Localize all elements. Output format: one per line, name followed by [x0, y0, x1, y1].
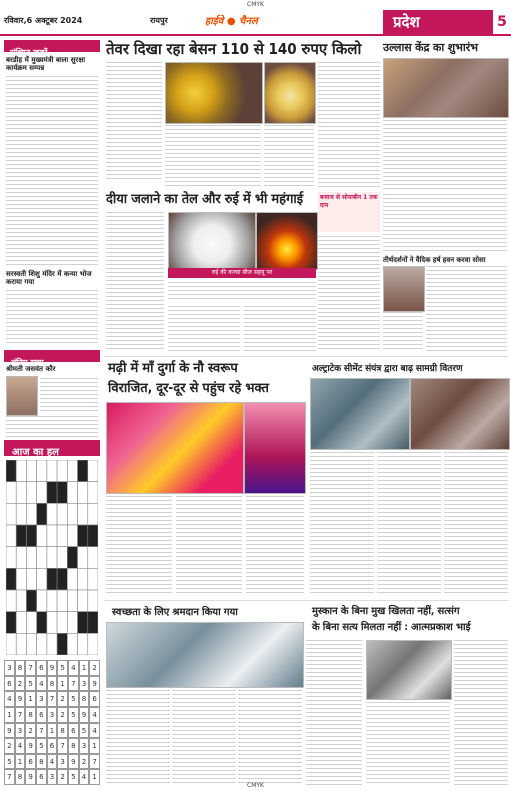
crossword-cell	[6, 568, 16, 590]
crossword-cell	[67, 568, 77, 590]
crossword-cell	[16, 525, 26, 547]
sudoku-cell: 3	[79, 738, 90, 754]
headline-cleanliness: स्वच्छता के लिए श्रमदान किया गया	[112, 607, 238, 618]
sudoku-cell: 1	[4, 707, 15, 723]
crossword-cell	[6, 612, 16, 634]
headline-ullas-kendra: उल्लास केंद्र का शुभारंभ	[383, 41, 478, 54]
crossword-cell	[16, 590, 26, 612]
right-story-text-1	[383, 194, 507, 254]
crossword-cell	[78, 460, 88, 482]
crossword-cell	[26, 525, 36, 547]
crossword-cell	[88, 503, 98, 525]
diya-story-col2	[168, 306, 240, 352]
crossword-cell	[67, 503, 77, 525]
obituary-text	[40, 378, 98, 414]
crossword-cell	[6, 547, 16, 569]
cmyk-marker-bottom: CMYK	[247, 782, 264, 789]
sudoku-cell: 8	[79, 691, 90, 707]
tab-short-news-label: संक्षिप्त खबरें	[10, 48, 48, 57]
crossword-cell	[88, 590, 98, 612]
clean-story-col1	[106, 690, 170, 786]
tab-todays-solution	[4, 440, 100, 456]
soyabean-head: बजाज से सोयाबीन 1 तक दाम	[320, 194, 378, 209]
crossword-cell	[37, 633, 47, 655]
sudoku-cell: 3	[4, 660, 15, 676]
crossword-cell	[78, 482, 88, 504]
crossword-cell	[37, 612, 47, 634]
sudoku-cell: 6	[68, 723, 79, 739]
sudoku-cell: 9	[25, 769, 36, 785]
crossword-cell	[47, 590, 57, 612]
cement-story-col3	[444, 452, 508, 596]
crossword-cell	[26, 568, 36, 590]
headline-smile-line1: मुस्कान के बिना मुख खिलता नहीं, सत्संग	[312, 606, 460, 617]
sudoku-cell: 4	[68, 660, 79, 676]
diya-story-col3	[244, 306, 316, 352]
photo-durga-devotees	[244, 402, 306, 494]
sudoku-cell: 2	[15, 676, 26, 692]
sudoku-cell: 7	[47, 691, 58, 707]
sudoku-cell: 2	[57, 707, 68, 723]
divider-1	[104, 356, 509, 357]
diya-story-col1	[106, 212, 164, 352]
crossword-cell	[47, 568, 57, 590]
crossword-cell	[67, 590, 77, 612]
sudoku-cell: 9	[79, 707, 90, 723]
crossword-cell	[88, 633, 98, 655]
crossword-cell	[57, 525, 67, 547]
divider-2	[104, 600, 509, 601]
tab-short-news	[4, 40, 100, 57]
crossword-cell	[37, 525, 47, 547]
sudoku-cell: 7	[68, 676, 79, 692]
crossword-cell	[26, 503, 36, 525]
sudoku-cell: 6	[47, 738, 58, 754]
crossword-cell	[78, 633, 88, 655]
besan-story-col4	[318, 62, 380, 187]
diya-caption-text	[168, 282, 316, 302]
short-news-story2-text	[6, 290, 98, 345]
crossword-cell	[26, 612, 36, 634]
sudoku-cell: 6	[36, 660, 47, 676]
sudoku-cell: 8	[68, 738, 79, 754]
sudoku-cell: 4	[89, 707, 100, 723]
headline-smile-line2: के बिना सत्य मिलता नहीं : आत्मप्रकाश भाई	[312, 622, 471, 633]
photo-diya	[256, 212, 318, 270]
crossword-cell	[37, 460, 47, 482]
sudoku-cell: 5	[68, 691, 79, 707]
short-news-story1-text	[6, 76, 98, 266]
crossword-cell	[16, 633, 26, 655]
sudoku-cell: 5	[4, 754, 15, 770]
crossword-cell	[47, 633, 57, 655]
sudoku-cell: 6	[4, 676, 15, 692]
crossword-cell	[6, 482, 16, 504]
headline-diya-oil: दीया जलाने का तेल और रुई में भी महंगाई	[106, 192, 304, 207]
sudoku-cell: 8	[36, 754, 47, 770]
sudoku-cell: 9	[15, 691, 26, 707]
sudoku-cell: 4	[4, 691, 15, 707]
smile-story-col2	[366, 702, 450, 786]
sudoku-cell: 9	[4, 723, 15, 739]
sudoku-cell: 2	[4, 738, 15, 754]
headline-durga-line2: विराजित, दूर-दूर से पहुंच रहे भक्त	[108, 381, 269, 396]
sudoku-cell: 1	[15, 754, 26, 770]
durga-story-col4	[246, 496, 304, 596]
crossword-cell	[67, 612, 77, 634]
crossword-cell	[6, 460, 16, 482]
sudoku-cell: 7	[36, 723, 47, 739]
sudoku-cell: 3	[57, 754, 68, 770]
crossword-cell	[6, 590, 16, 612]
crossword-cell	[6, 633, 16, 655]
smile-story-col3	[454, 640, 508, 786]
sudoku-cell: 9	[89, 676, 100, 692]
sudoku-cell: 1	[47, 723, 58, 739]
crossword-cell	[6, 503, 16, 525]
sudoku-cell: 3	[79, 676, 90, 692]
page-number: 5	[493, 10, 511, 34]
cement-story-col2	[377, 452, 441, 596]
sudoku-cell: 7	[89, 754, 100, 770]
sudoku-cell: 4	[89, 723, 100, 739]
crossword-cell	[16, 482, 26, 504]
sudoku-cell: 9	[68, 754, 79, 770]
caption-cotton: रुई की कच्चा बीज सहयू पर	[168, 268, 316, 278]
edition-city: रायपुर	[150, 16, 168, 25]
photo-besan	[165, 62, 263, 124]
section-name: प्रदेश	[383, 10, 503, 34]
crossword-cell	[16, 503, 26, 525]
sudoku-cell: 3	[47, 769, 58, 785]
crossword-cell	[57, 547, 67, 569]
obituary-photo	[6, 376, 38, 416]
right-story-text-2	[426, 266, 507, 352]
sudoku-cell: 4	[36, 676, 47, 692]
tab-final-journey	[4, 350, 100, 367]
crossword-cell	[57, 590, 67, 612]
obituary-name: श्रीमती जसवंत कौर	[6, 365, 56, 373]
sudoku-cell: 2	[79, 754, 90, 770]
crossword-cell	[88, 568, 98, 590]
photo-havan	[383, 266, 425, 312]
mid-story-text	[318, 236, 380, 352]
sudoku-cell: 6	[36, 769, 47, 785]
crossword-cell	[47, 547, 57, 569]
crossword-cell	[57, 460, 67, 482]
crossword-cell	[88, 612, 98, 634]
sudoku-cell: 1	[89, 769, 100, 785]
photo-relief-distribution-2	[410, 378, 510, 450]
sudoku-cell: 8	[47, 676, 58, 692]
sudoku-cell: 3	[15, 723, 26, 739]
sudoku-solution	[4, 660, 100, 785]
sudoku-cell: 9	[25, 738, 36, 754]
sudoku-cell: 2	[57, 769, 68, 785]
crossword-cell	[26, 482, 36, 504]
crossword-cell	[26, 547, 36, 569]
sudoku-cell: 8	[57, 723, 68, 739]
crossword-cell	[88, 525, 98, 547]
sudoku-cell: 5	[25, 676, 36, 692]
tab-final-journey-label: अंतिम यात्रा	[10, 358, 44, 367]
crossword-cell	[37, 568, 47, 590]
crossword-cell	[16, 612, 26, 634]
sudoku-cell: 3	[47, 707, 58, 723]
crossword-cell	[88, 460, 98, 482]
crossword-cell	[78, 590, 88, 612]
crossword-cell	[67, 547, 77, 569]
short-news-story2-head: सरस्वती शिशु मंदिर में कन्या भोज कराया गया	[6, 270, 92, 286]
right-story-text-3	[383, 312, 423, 352]
crossword-cell	[88, 482, 98, 504]
sudoku-cell: 5	[57, 660, 68, 676]
photo-satsang	[366, 640, 452, 700]
cement-story-col1	[310, 452, 374, 596]
cmyk-marker-top: CMYK	[247, 1, 264, 8]
ullas-story-text	[383, 120, 507, 190]
crossword-solution-grid	[6, 460, 98, 655]
durga-story-col2	[176, 496, 242, 596]
sudoku-cell: 7	[4, 769, 15, 785]
besan-story-col1	[106, 62, 162, 182]
clean-story-col2	[172, 690, 236, 786]
crossword-cell	[16, 460, 26, 482]
sudoku-cell: 4	[47, 754, 58, 770]
sudoku-cell: 6	[36, 707, 47, 723]
sudoku-cell: 6	[89, 691, 100, 707]
photo-cotton	[168, 212, 256, 270]
sudoku-cell: 9	[47, 660, 58, 676]
smile-story-col1	[306, 640, 362, 786]
crossword-cell	[37, 503, 47, 525]
besan-story-col2	[165, 125, 261, 187]
photo-gram-flour	[264, 62, 316, 124]
sudoku-cell: 6	[25, 754, 36, 770]
sudoku-cell: 5	[68, 769, 79, 785]
crossword-cell	[57, 612, 67, 634]
crossword-svg	[6, 460, 98, 655]
sudoku-cell: 1	[25, 691, 36, 707]
durga-story-col1	[106, 496, 172, 596]
crossword-cell	[26, 633, 36, 655]
crossword-cell	[16, 547, 26, 569]
headline-tirthdarshan: तीर्थदर्शनों ने वैदिक हर्ष हवन करवा सोसा	[383, 256, 486, 264]
crossword-cell	[78, 525, 88, 547]
sudoku-cell: 7	[25, 660, 36, 676]
sudoku-cell: 8	[15, 769, 26, 785]
crossword-cell	[47, 525, 57, 547]
crossword-cell	[47, 482, 57, 504]
crossword-cell	[37, 547, 47, 569]
headline-ultratech: अल्ट्राटेक सीमेंट संयंत्र द्वारा बाढ़ सामग्री वितरण	[312, 364, 463, 374]
photo-durga-idols	[106, 402, 244, 494]
sudoku-cell: 5	[36, 738, 47, 754]
crossword-cell	[78, 568, 88, 590]
crossword-cell	[26, 460, 36, 482]
crossword-cell	[37, 590, 47, 612]
crossword-cell	[6, 525, 16, 547]
crossword-cell	[47, 503, 57, 525]
crossword-cell	[78, 612, 88, 634]
clean-story-col3	[238, 690, 302, 786]
crossword-cell	[88, 547, 98, 569]
sudoku-cell: 1	[57, 676, 68, 692]
photo-ullas-event	[383, 58, 509, 118]
obituary-text-2	[6, 416, 98, 438]
photo-cleanliness-group	[106, 622, 304, 688]
sudoku-cell: 5	[68, 707, 79, 723]
crossword-cell	[57, 633, 67, 655]
sudoku-cell: 7	[57, 738, 68, 754]
sudoku-cell: 5	[79, 723, 90, 739]
crossword-cell	[67, 460, 77, 482]
sudoku-cell: 8	[25, 707, 36, 723]
besan-story-col3	[264, 125, 314, 187]
crossword-cell	[78, 503, 88, 525]
crossword-cell	[67, 525, 77, 547]
crossword-cell	[57, 503, 67, 525]
photo-relief-distribution-1	[310, 378, 410, 450]
sudoku-cell: 2	[25, 723, 36, 739]
crossword-cell	[16, 568, 26, 590]
soyabean-box	[318, 192, 380, 232]
sudoku-cell: 2	[89, 660, 100, 676]
sudoku-cell: 8	[15, 660, 26, 676]
short-news-story1-head: बरडीह में मुख्यमंत्री बाला सुरक्षा कार्यक्रम सम्पन्न	[6, 56, 86, 72]
headline-durga-line1: मढ़ी में माँ दुर्गा के नौ स्वरूप	[108, 361, 238, 376]
crossword-cell	[67, 482, 77, 504]
brand-name: हाईवे ● चैनल	[205, 16, 258, 27]
sudoku-cell: 3	[36, 691, 47, 707]
crossword-cell	[26, 590, 36, 612]
crossword-cell	[37, 482, 47, 504]
crossword-cell	[78, 547, 88, 569]
crossword-cell	[57, 568, 67, 590]
sudoku-cell: 4	[15, 738, 26, 754]
issue-date: रविवार,6 अक्टूबर 2024	[4, 16, 83, 25]
crossword-cell	[67, 633, 77, 655]
tab-todays-solution-label: आज का हल	[12, 447, 59, 458]
sudoku-cell: 4	[79, 769, 90, 785]
sudoku-cell: 2	[57, 691, 68, 707]
sudoku-cell: 7	[15, 707, 26, 723]
sudoku-cell: 1	[79, 660, 90, 676]
crossword-cell	[47, 460, 57, 482]
crossword-cell	[47, 612, 57, 634]
sudoku-cell: 1	[89, 738, 100, 754]
headline-besan-price: तेवर दिखा रहा बेसन 110 से 140 रुपए किलो	[106, 40, 362, 58]
crossword-cell	[57, 482, 67, 504]
